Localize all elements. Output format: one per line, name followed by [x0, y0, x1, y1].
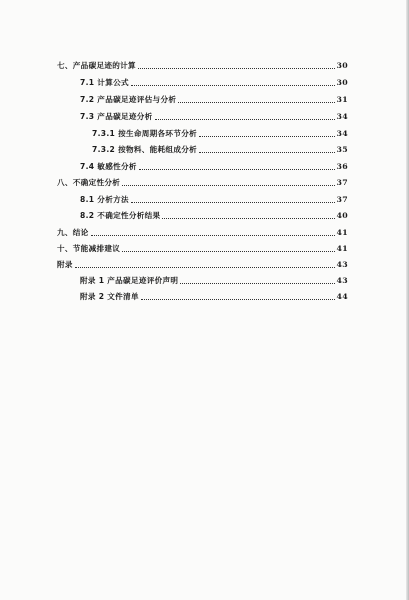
toc-entry-title: 7.4 敏感性分析	[80, 162, 137, 171]
toc-dot-leader	[141, 299, 335, 300]
toc-entry[interactable]	[57, 174, 348, 188]
toc-entry-page: 31	[336, 95, 348, 104]
toc-entry-title: 九、结论	[57, 228, 89, 237]
toc-dot-leader	[139, 169, 335, 170]
toc-entry-page: 30	[336, 61, 348, 70]
toc-entry-title: 8.2 不确定性分析结果	[80, 211, 161, 220]
toc-entry-title: 7.3 产品碳足迹分析	[80, 112, 153, 121]
toc-entry-page: 40	[336, 211, 348, 220]
toc-entry-page: 37	[336, 195, 348, 204]
toc-entry-title: 七、产品碳足迹的计算	[57, 61, 136, 70]
toc-dot-leader	[162, 218, 334, 219]
toc-entry-title: 7.1 计算公式	[80, 78, 129, 87]
toc-entry-title: 7.3.2 按物料、能耗组成分析	[92, 145, 198, 154]
toc-entry-page: 43	[336, 276, 348, 285]
toc-dot-leader	[178, 102, 334, 103]
toc-dot-leader	[91, 235, 335, 236]
toc-entry-page: 41	[336, 244, 348, 253]
toc-dot-leader	[199, 152, 335, 153]
toc-entry[interactable]	[80, 272, 348, 286]
toc-entry-page: 35	[336, 145, 348, 154]
toc-dot-leader	[131, 202, 335, 203]
toc-entry-title: 八、不确定性分析	[57, 178, 121, 187]
toc-entry[interactable]	[80, 74, 348, 88]
toc-entry-page: 34	[336, 129, 348, 138]
toc-entry[interactable]	[57, 240, 348, 254]
toc-dot-leader	[138, 68, 335, 69]
toc-entry-title: 附录 1 产品碳足迹评价声明	[80, 276, 179, 285]
toc-entry-title: 附录	[57, 260, 73, 269]
toc-entry[interactable]	[92, 141, 348, 155]
toc-entry-title: 7.3.1 按生命周期各环节分析	[92, 129, 198, 138]
toc-entry-page: 37	[336, 178, 348, 187]
toc-entry-page: 41	[336, 228, 348, 237]
toc-entry[interactable]	[57, 256, 348, 270]
toc-dot-leader	[122, 185, 334, 186]
toc-dot-leader	[131, 85, 335, 86]
toc-entry-page: 43	[336, 260, 348, 269]
toc-entry-title: 7.2 产品碳足迹评估与分析	[80, 95, 177, 104]
toc-entry[interactable]	[57, 224, 348, 238]
toc-entry[interactable]	[80, 288, 348, 302]
toc-dot-leader	[155, 119, 335, 120]
toc-entry-page: 34	[336, 112, 348, 121]
toc-dot-leader	[122, 251, 334, 252]
toc-entry[interactable]	[92, 125, 348, 139]
toc-entry-page: 36	[336, 162, 348, 171]
toc-dot-leader	[180, 283, 334, 284]
toc-entry[interactable]	[57, 57, 348, 71]
toc-entry[interactable]	[80, 207, 348, 221]
toc-entry-page: 30	[336, 78, 348, 87]
toc-entry[interactable]	[80, 158, 348, 172]
toc-entry-title: 附录 2 文件清单	[80, 292, 139, 301]
toc-entry[interactable]	[80, 108, 348, 122]
toc-entry-page: 44	[336, 292, 348, 301]
toc-dot-leader	[75, 267, 335, 268]
toc-entry-title: 十、节能减排建议	[57, 244, 121, 253]
toc-entry-title: 8.1 分析方法	[80, 195, 129, 204]
toc-entry[interactable]	[80, 191, 348, 205]
toc-entry[interactable]	[80, 91, 348, 105]
toc-dot-leader	[199, 136, 335, 137]
